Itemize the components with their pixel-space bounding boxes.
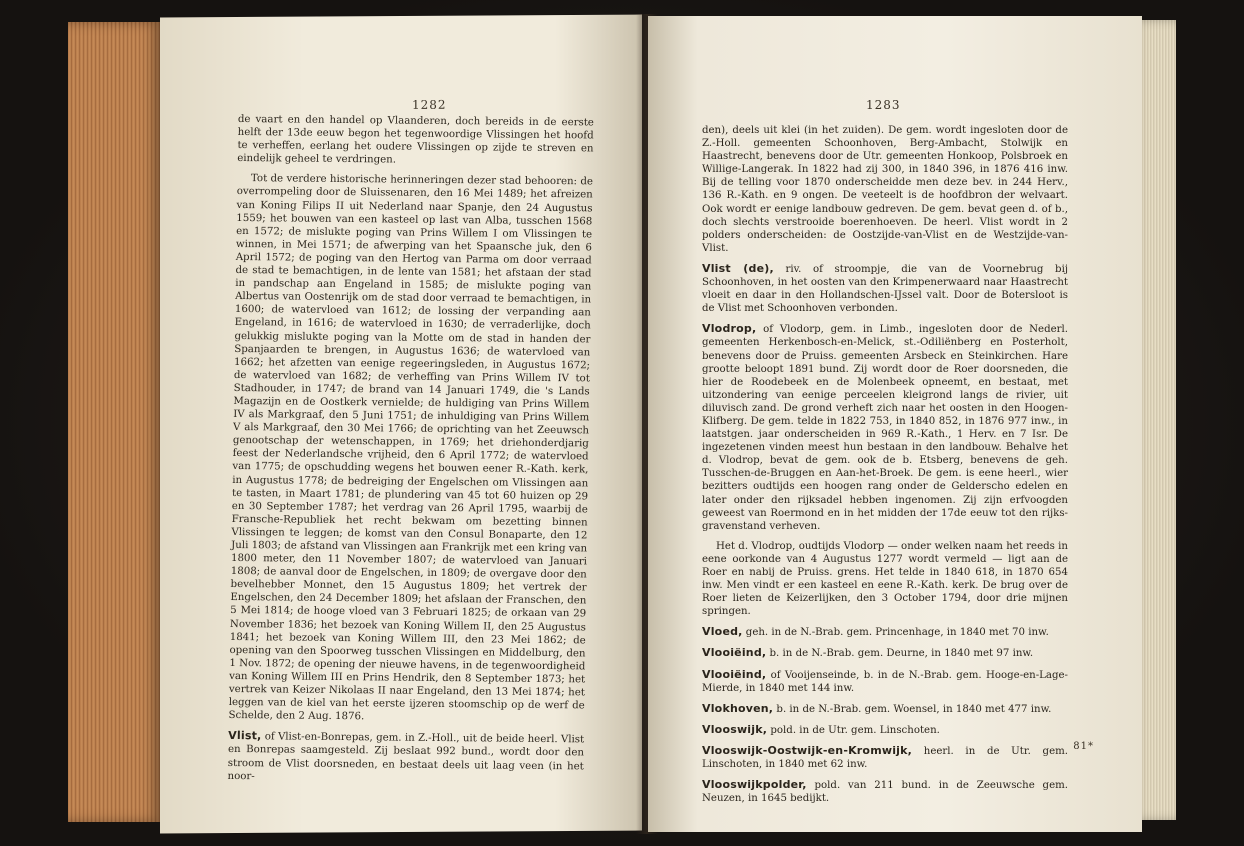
dictionary-entry [702,778,1068,805]
entry-term: Vlodrop, [702,322,757,336]
left-text-column [227,113,594,793]
entry-body: of Vlodorp, gem. in Limb., ingesloten door de Nederl. gemeenten Herkenbosch-en-Melick, st.-Odiliënberg en Posterholt, benevens door de Pruiss. gemeenten Arsbeck en Steinkirchen. Hare grootte beloopt 1891 bund. Zij wordt door de Roer doorsneden, die hier de Roodebeek en de Molenbeek opneemt, en bestaat, met uitzondering van eenige perceelen kleigrond langs de rivier, uit diluvisch zand. De grond verheft zich naar het oosten in den Hoogen-Klifberg. De gem. telde in 1822 753, in 1840 852, in 1876 977 inw., in laatstgen. jaar onderscheiden in 969 R.-Kath., 1 Herv. en 7 Isr. De ingezetenen vinden meest hun bestaan in den landbouw. Behalve het d. Vlodrop, bevat de gem. ook de b. Etsberg, benevens de geh. Tusschen-de-Bruggen en Aan-het-Broek. De gem. is eene heerl., wier bezitters oudtijds een hoogen rang onder de Gelderscho edelen en later onder den rijksadel hebben ingenomen. Zij zijn erfvoogden geweest van Roermond en in het midden der 17de eeuw tot den rijks-gravenstand verheven. [702,324,1068,532]
entry-term: Vlooswijkpolder, [702,778,807,792]
dictionary-entry [702,625,1068,639]
entry-body: pold. van 211 bund. in de Zeeuwsche gem. Neuzen, in 1645 bedijkt. [702,780,1068,805]
dictionary-entry [702,646,1068,660]
left-page [160,15,642,834]
paragraph: Tot de verdere historische herinneringen dezer stad behooren: de overrompeling door de Sluissenaren, den 16 Mei 1489; het afreizen van Koning Filips II uit Nederland naar Spanje, den 24 Augustus 1559; het bouwen van een kasteel op last van Alba, tusschen 1568 en 1572; de mislukte poging van Prins Willem I om Vlissingen te winnen, in Mei 1571; de afwerping van het Spaansche juk, den 6 April 1572; de poging van den Hertog van Parma om door verraad de stad te bemachtigen, in de lente van 1581; het afstaan der stad in pandschap aan Engeland in 1585; de mislukte poging van Albertus van Oostenrijk om de stad door verraad te bemachtigen, in 1600; de watervloed van 1612; de lossing der verpanding aan Engeland, in 1616; de watervloed in 1630; de verraderlijke, doch gelukkig mislukte poging van la Motte om de stad in handen der Spanjaarden te brengen, in Augustus 1636; de watervloed van 1662; het afzetten van eenige regeeringsleden, in Augustus 1672; de watervloed van 1682; de verheffing van Prins Willem IV tot Stadhouder, in 1747; de brand van 14 Januari 1749, die 's Lands Magazijn en de Oostkerk vernielde; de huldiging van Prins Willem IV als Markgraaf, den 5 Juni 1751; de inhuldiging van Prins Willem V als Markgraaf, den 30 Mei 1766; de oprichting van het Zeeuwsch genootschap der wetenschappen, in 1769; het driehonderdjarig feest der Nederlandsche vrijheid, den 6 April 1772; de watervloed van 1775; de opschudding wegens het bouwen eener R.-Kath. kerk, in Augustus 1778; de bedreiging der Engelschen om Vlissingen aan te tasten, in Maart 1781; de plundering van 45 tot 60 huizen op 29 en 30 September 1787; het verdrag van 26 April 1795, waarbij de Fransche-Republiek het recht bekwam om bezetting binnen Vlissingen te leggen; de komst van den Consul Bonaparte, den 12 Juli 1803; de afstand van Vlissingen aan Frankrijk met een kring van 1800 meter, den 11 November 1807; de watervloed van Januari 1808; de aanval door de Engelschen, in 1809; de overgave door den bevelhebber Monnet, den 15 Augustus 1809; het vertrek der Engelschen, den 24 December 1809; het afslaan der Franschen, den 5 Mei 1814; de hooge vloed van 3 Februari 1825; de orkaan van 29 November 1836; het bezoek van Koning Willem II, den 25 Augustus 1841; het bezoek van Koning Willem III, den 23 Mei 1862; de opening van den Spoorweg tusschen Vlissingen en Middelburg, den 1 Nov. 1872; de opening der nieuwe havens, in de tegenwoordigheid van Koning Willem III en Prins Hendrik, den 8 September 1873; het vertrek van Keizer Nikolaas II naar Engeland, den 13 Mei 1874; het leggen van de kiel van het eerste ijzeren stoomschip op de werf de Schelde, den 2 Aug. 1876. [228,173,594,723]
entry-body: b. in de N.-Brab. gem. Deurne, in 1840 met 97 inw. [766,648,1034,660]
entry-term: Vloed, [702,625,743,639]
entry-term: Vlooiëind, [702,667,767,681]
entry-term: Vlokhoven, [702,701,774,715]
left-page-number: 1282 [412,97,447,112]
entry-body: pold. in de Utr. gem. Linschoten. [767,724,940,736]
entry-body: heerl. in de Utr. gem. Linschoten, in 1840 met 62 inw. [702,745,1068,771]
dictionary-entry [227,729,584,786]
entry-body: of Vooijenseinde, b. in de N.-Brab. gem. Hooge-en-Lage-Mierde, in 1840 met 144 inw. [702,669,1068,694]
entry-term: Vlist (de), [702,261,774,275]
entry-term: Vlooswijk-Oostwijk-en-Kromwijk, [702,743,913,757]
entry-term: Vlist, [228,729,262,743]
paragraph: den), deels uit klei (in het zuiden). De gem. wordt ingesloten door de Z.-Holl. gemeenten Schoonhoven, Berg-Ambacht, Stolwijk en Haastrecht, benevens door de Utr. gemeenten Honkoop, Polsbroek en Willige-Langerak. In 1822 had zij 300, in 1840 396, in 1876 416 inw. Bij de telling voor 1870 onderscheidde men deze bev. in 244 Herv., 136 R.-Kath. en 9 ongen. De veeteelt is de hoofdbron der welvaart. Ook wordt er eenige landbouw gedreven. De gem. bevat geen d. of b., doch slechts verstrooide boerenhoeven. De heerl. Vlist wordt in 2 polders onderscheiden: de Oostzijde-van-Vlist en de Westzijde-van-Vlist. [702,125,1068,254]
entry-term: Vlooiëind, [702,646,767,660]
entry-body: of Vlist-en-Bonrepas, gem. in Z.-Holl., uit de beide heerl. Vlist en Bonrepas saamgesteld. Zij beslaat 992 bund., wordt door den stroom de Vlist doorsneden, en bestaat deels uit laag veen (in het noor- [227,731,585,782]
dictionary-entry [702,668,1068,695]
right-text-column [702,124,1068,812]
entry-body: geh. in de N.-Brab. gem. Princenhage, in 1840 met 70 inw. [742,627,1049,639]
dictionary-entry [702,744,1068,771]
dictionary-entry [702,262,1068,315]
signature-mark: 81* [1073,741,1094,752]
paragraph: de vaart en den handel op Vlaanderen, doch bereids in de eerste helft der 13de eeuw begon het tegenwoordige Vlissingen het hoofd te verheffen, eerlang het oudere Vlissingen op zijde te streven en eindelijk geheel te verdringen. [237,113,594,166]
book-block-left-edge [68,22,164,822]
entry-body: riv. of stroompje, die van de Voornebrug bij Schoonhoven, in het oosten van den Krimpenerwaard naar Haastrecht vloeit en daar in den Hollandschen-IJssel valt. Door de Botersloot is de Vlist met Schoonhoven verbonden. [702,263,1068,315]
paragraph [702,540,1068,619]
right-page [648,16,1142,832]
dictionary-entry [702,702,1068,716]
dictionary-entry [702,322,1068,533]
entry-term: Vlooswijk, [702,722,768,736]
right-page-number: 1283 [866,98,901,112]
dictionary-entry [702,723,1068,737]
entry-body: b. in de N.-Brab. gem. Woensel, in 1840 met 477 inw. [773,703,1052,715]
entry-body: Het d. Vlodrop, oudtijds Vlodorp — onder welken naam het reeds in eene oorkonde van 4 Augustus 1277 wordt vermeld — ligt aan de Roer en nabij de Pruiss. grens. Het telde in 1840 618, in 1870 654 inw. Men vindt er een kasteel en eene R.-Kath. kerk. De brug over de Roer lieten de Keizerlijken, den 3 October 1794, door drie mijnen springen. [702,540,1068,618]
